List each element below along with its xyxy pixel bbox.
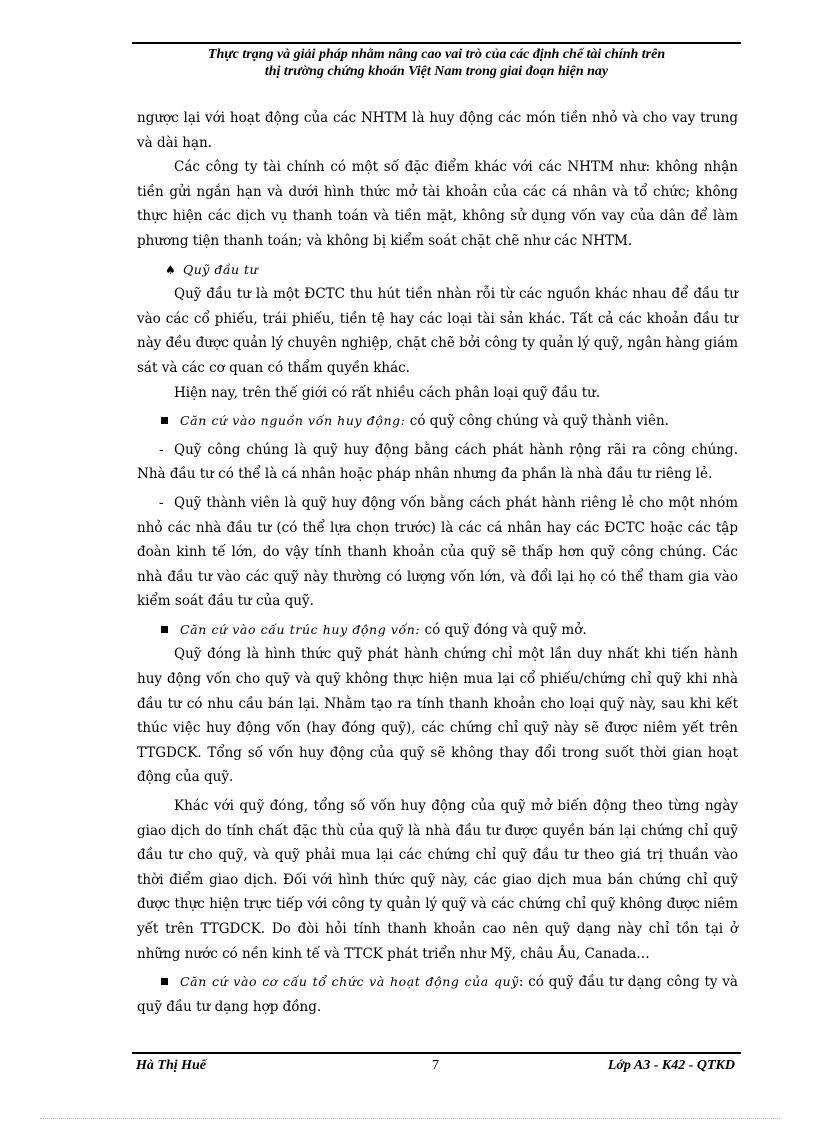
bullet-capital-structure <box>137 618 738 643</box>
header-rule <box>132 42 741 44</box>
page-number: 7 <box>432 1058 439 1073</box>
paragraph-closed-fund: Quỹ đóng là hình thức quỹ phát hành chứng chỉ một lần duy nhất khi tiến hành huy động vốn cho quỹ và quỹ không thực hiện mua lại cổ phiếu/chứng chỉ quỹ khi nhà đầu tư có nhu cầu bán lại. Nhằm tạo ra tính thanh khoản cho loại quỹ này, sau khi kết thúc việc huy động vốn (hay đóng quỹ), các chứng chỉ quỹ này sẽ được niêm yết trên TTGDCK. Tổng số vốn huy động của quỹ sẽ không thay đổi trong suốt thời gian hoạt động của quỹ. <box>137 646 738 786</box>
bullet-organization <box>137 970 738 1019</box>
square-bullet-icon <box>161 978 168 985</box>
paragraph-continuation: ngược lại với hoạt động của các NHTM là huy động các món tiền nhỏ và cho vay trung và dài hạn. <box>137 110 738 151</box>
dash-item-public-fund <box>137 438 738 487</box>
dash-mark: - <box>159 441 164 458</box>
section-title: Quỹ đầu tư <box>183 261 259 277</box>
header-line-1: Thực trạng và giải pháp nhằm nâng cao vai trò của các định chế tài chính trên <box>207 47 666 62</box>
page-body <box>137 106 738 1019</box>
paragraph-finance-companies: Các công ty tài chính có một số đặc điểm khác với các NHTM như: không nhận tiền gửi ngắn hạn và dưới hình thức mở tài khoản của các cá nhân và tổ chức; không thực hiện các dịch vụ thanh toán và tiền mặt, không sử dụng vốn vay của dân để làm phương tiện thanh toán; và không bị kiểm soát chặt chẽ như các NHTM. <box>137 159 738 249</box>
bullet-title: Căn cứ vào cơ cấu tổ chức và hoạt động của quỹ <box>180 974 519 990</box>
bullet-title: Căn cứ vào nguồn vốn huy động: <box>180 413 406 429</box>
footer-rule <box>132 1052 741 1054</box>
footer-class: Lớp A3 - K42 - QTKD <box>607 1058 735 1073</box>
bullet-text: có quỹ đóng và quỹ mở. <box>420 621 587 638</box>
page-footer <box>132 1058 741 1078</box>
paragraph-fund-classification: Hiện nay, trên thế giới có rất nhiều cách phân loại quỹ đầu tư. <box>174 384 601 401</box>
bullet-text: : có quỹ đầu tư dạng công ty và quỹ đầu tư dạng hợp đồng. <box>137 974 738 1015</box>
spade-icon: ♠ <box>165 262 176 277</box>
paragraph-fund-definition: Quỹ đầu tư là một ĐCTC thu hút tiền nhàn rỗi từ các nguồn khác nhau để đầu tư vào các cổ phiếu, trái phiếu, tiền tệ hay các loại tài sản khác. Tất cả các khoản đầu tư này đều được quản lý chuyên nghiệp, chặt chẽ bởi công ty quản lý quỹ, ngân hàng giám sát và các cơ quan có thẩm quyền khác. <box>137 286 738 376</box>
paragraph-open-fund: Khác với quỹ đóng, tổng số vốn huy động của quỹ mở biến động theo từng ngày giao dịch do tính chất đặc thù của quỹ là nhà đầu tư được quyền bán lại chứng chỉ quỹ đầu tư cho quỹ, và quỹ phải mua lại các chứng chỉ quỹ đầu tư theo giá trị thuần vào thời điểm giao dịch. Đối với hình thức quỹ này, các giao dịch mua bán chứng chỉ quỹ được thực hiện trực tiếp với công ty quản lý quỹ và các chứng chỉ quỹ không được niêm yết trên TTGDCK. Do đòi hỏi tính thanh khoản cao nên quỹ dạng này chỉ tồn tại ở những nước có nền kinh tế và TTCK phát triển như Mỹ, châu Âu, Canada… <box>137 798 738 962</box>
running-header <box>132 46 741 80</box>
header-line-2: thị trường chứng khoán Việt Nam trong giai đoạn hiện nay <box>264 64 609 79</box>
square-bullet-icon <box>161 626 168 633</box>
footer-author: Hà Thị Huế <box>136 1058 207 1073</box>
bullet-capital-source <box>137 409 738 434</box>
dash-item-member-fund <box>137 491 738 614</box>
dash-text: Quỹ công chúng là quỹ huy động bằng cách phát hành rộng rãi ra công chúng. Nhà đầu tư có thể là cá nhân hoặc pháp nhân nhưng đa phần là nhà đầu tư riêng lẻ. <box>137 441 738 483</box>
section-heading <box>137 258 738 283</box>
dash-mark: - <box>159 494 164 511</box>
square-bullet-icon <box>161 417 168 424</box>
page-edge-divider <box>40 1118 780 1119</box>
dash-text: Quỹ thành viên là quỹ huy động vốn bằng cách phát hành riêng lẻ cho một nhóm nhỏ các nhà đầu tư (có thể lựa chọn trước) là các cá nhân hay các ĐCTC hoặc các tập đoàn kinh tế lớn, do vậy tính thanh khoản của quỹ sẽ thấp hơn quỹ công chúng. Các nhà đầu tư vào các quỹ này thường có lượng vốn lớn, và đổi lại họ có thể tham gia vào kiểm soát đầu tư của quỹ. <box>137 494 738 610</box>
bullet-text: có quỹ công chúng và quỹ thành viên. <box>405 413 669 430</box>
bullet-title: Căn cứ vào cấu trúc huy động vốn: <box>180 621 421 637</box>
